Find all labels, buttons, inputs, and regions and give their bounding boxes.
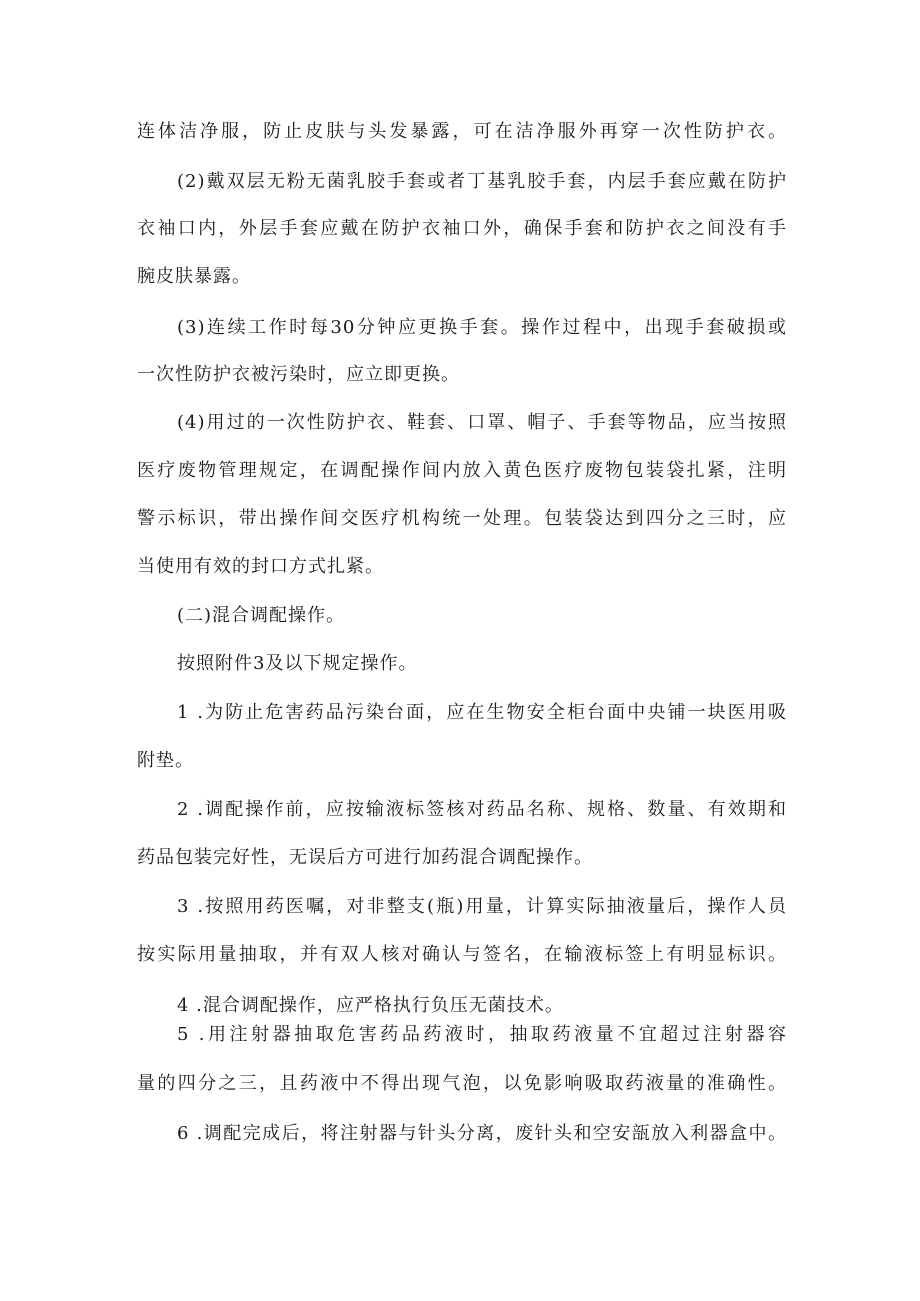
section-heading: (二)混合调配操作。 <box>177 605 346 626</box>
text-line: 附垫。 <box>137 750 194 771</box>
text-line: 一次性防护衣被污染时，应立即更换。 <box>137 364 460 385</box>
text-line: 连体洁净服，防止皮肤与头发暴露，可在洁净服外再穿一次性防护衣。 <box>137 121 787 142</box>
text-line: 5 .用注射器抽取危害药品药液时，抽取药液量不宜超过注射器容 <box>177 1024 787 1045</box>
text-line: 3 .按照用药医嘱，对非整支(瓶)用量，计算实际抽液量后，操作人员 <box>177 896 787 917</box>
text-line: (2)戴双层无粉无菌乳胶手套或者丁基乳胶手套，内层手套应戴在防护 <box>177 171 787 192</box>
text-line: 4 .混合调配操作，应严格执行负压无菌技术。 <box>177 995 564 1016</box>
text-line: 警示标识，带出操作间交医疗机构统一处理。包装袋达到四分之三时，应 <box>137 508 787 529</box>
text-line: 医疗废物管理规定，在调配操作间内放入黄色医疗废物包装袋扎紧，注明 <box>137 460 787 481</box>
text-line: 6 .调配完成后，将注射器与针头分离，废针头和空安瓿放入利器盒中。 <box>177 1123 787 1144</box>
text-line: 按照附件3及以下规定操作。 <box>177 653 418 674</box>
text-line: 量的四分之三，且药液中不得出现气泡，以免影响吸取药液量的准确性。 <box>137 1073 787 1094</box>
text-line: 当使用有效的封口方式扎紧。 <box>137 556 384 577</box>
text-line: 腕皮肤暴露。 <box>137 266 251 287</box>
text-line: (3)连续工作时每30分钟应更换手套。操作过程中，出现手套破损或 <box>177 317 787 338</box>
text-line: 按实际用量抽取，并有双人核对确认与签名，在输液标签上有明显标识。 <box>137 944 787 965</box>
text-line: 药品包装完好性，无误后方可进行加药混合调配操作。 <box>137 847 593 868</box>
text-line: 衣袖口内，外层手套应戴在防护衣袖口外，确保手套和防护衣之间没有手 <box>137 218 787 239</box>
text-line: 1 .为防止危害药品污染台面，应在生物安全柜台面中央铺一块医用吸 <box>177 702 787 723</box>
text-line: (4)用过的一次性防护衣、鞋套、口罩、帽子、手套等物品，应当按照 <box>177 412 787 433</box>
text-line: 2 .调配操作前，应按输液标签核对药品名称、规格、数量、有效期和 <box>177 799 787 820</box>
